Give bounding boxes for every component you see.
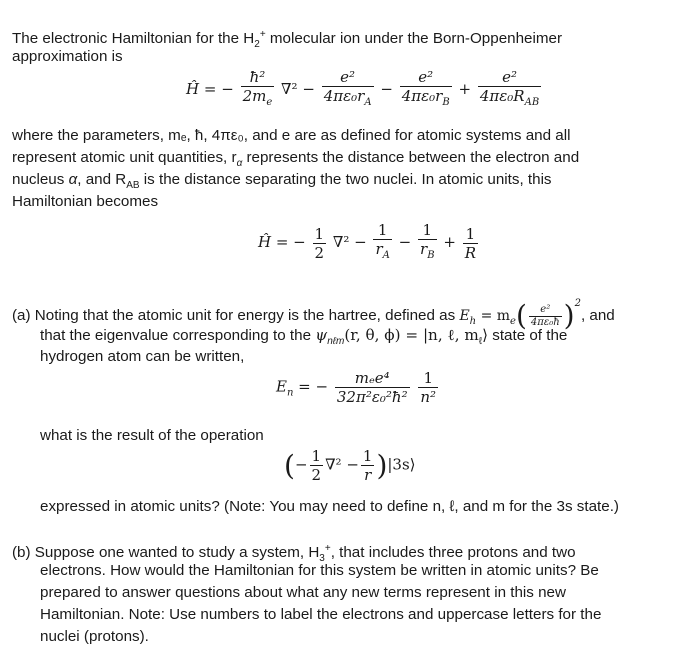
- intro-line-1: The electronic Hamiltonian for the $H_2^+$ molecular ion under the Born-Oppenheimer: [12, 29, 563, 51]
- operator-expression: (− $\frac{1}{2}$ ∇² − $\frac{1}{r}$ )|3s⟩: [284, 447, 416, 484]
- part-b-line-5: nuclei (protons).: [40, 628, 149, 645]
- para2-line-2: represent atomic unit quantities, $r_\alpha$ represents the distance between the electron and: [12, 149, 580, 170]
- part-a-line-2: that the eigenvalue corresponding to the $\psi_{n\ell m}(r$, θ, ϕ) = |n, ℓ, $m_\ell⟩$ state of the: [40, 326, 568, 348]
- atomic-units-hamiltonian: Ĥ = − $\frac{1}{2}$ ∇² − $\frac{1}{r_A}$ − $\frac{1}{r_B}$ + $\frac{1}{R}$: [258, 221, 480, 265]
- para2-line-3: nucleus α, and $R_{AB}$ is the distance separating the two nuclei. In atomic units, this: [12, 171, 552, 192]
- hamiltonian-equation: Ĥ = − $\frac{\text{ħ²}}{2m_e}$ ∇² − $\frac{\text{e²}}{4\pi\varepsilon_0r_A}$ − $\frac{\text{e²}}{4\pi\varepsilon_0r_B}$ + $\frac{\text{e²}}{4\pi\varepsilon_0R_{AB}}$: [186, 68, 543, 112]
- energy-eigenvalue-equation: $E_n$ = − $\frac{\text{mₑe⁴}}{\text{32π²ε₀²ħ²}}$ $\frac{1}{\text{n²}}$: [276, 369, 437, 406]
- part-a-line-4: what is the result of the operation: [40, 427, 264, 444]
- part-a-line-3: hydrogen atom can be written,: [40, 348, 245, 365]
- part-b-line-1: (b) Suppose one wanted to study a system, $H_3^+$, that includes three protons and two: [12, 543, 576, 565]
- part-b-line-2: electrons. How would the Hamiltonian for this system be written in atomic units? Be: [40, 562, 599, 579]
- part-b-line-4: Hamiltonian. Note: Use numbers to label the electrons and uppercase letters for the: [40, 606, 602, 623]
- para2-line-4: Hamiltonian becomes: [12, 193, 159, 210]
- part-b-line-3: prepared to answer questions about what any new terms represent in this new: [40, 584, 566, 601]
- intro-line-2: approximation is: [12, 48, 123, 65]
- part-a-line-5: expressed in atomic units? (Note: You may need to define n, ℓ, and m for the 3s state.): [40, 498, 619, 515]
- part-a-line-1: (a) Noting that the atomic unit for energy is the hartree, defined as $E_h = m_e$( $\frac{\text{e²}}{\text{4πε₀ħ}}$ )$^2$, and: [12, 298, 615, 332]
- para2-line-1: where the parameters, mₑ, ħ, 4πε₀, and e are as defined for atomic systems and all: [12, 127, 571, 144]
